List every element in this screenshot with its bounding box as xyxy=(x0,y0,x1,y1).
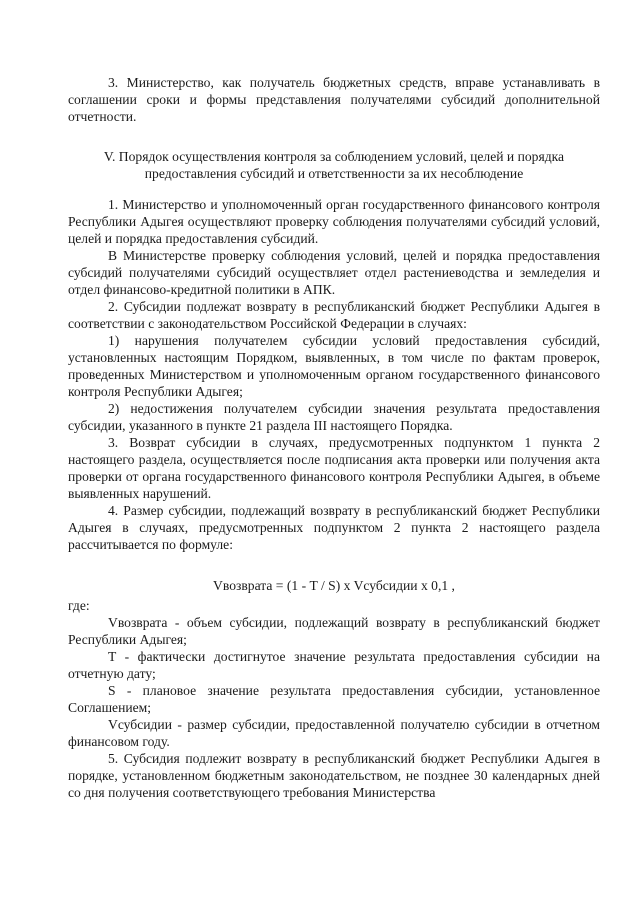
where-label: где: xyxy=(68,598,90,613)
where-block xyxy=(68,597,600,614)
section-v-body xyxy=(68,196,600,553)
paragraph-4: 4. Размер субсидии, подлежащий возврату в республиканский бюджет Республики Адыгея в случаях, предусмотренных подпунктом 2 пункта 2 настоящего раздела рассчитывается по формуле: xyxy=(68,503,600,552)
paragraph-1: 1. Министерство и уполномоченный орган государственного финансового контроля Республики Адыгея осуществляют проверку соблюдения получателями субсидий условий, целей и порядка предоставления субсидий. xyxy=(68,197,600,246)
paragraph-2-item-1: 1) нарушения получателем субсидии условий предоставления субсидий, установленных настоящим Порядком, выявленных, в том числе по фактам проверок, проведенных Министерством и уполномоченным органом государственного финансового контроля Республики Адыгея; xyxy=(68,333,600,399)
section-heading: V. Порядок осуществления контроля за соблюдением условий, целей и порядка предоставления субсидий и ответственности за их несоблюдение xyxy=(103,149,565,181)
formula: Vвозврата = (1 - T / S) x Vсубсидии x 0,1 , xyxy=(213,578,455,593)
paragraph-intro: 3. Министерство, как получатель бюджетных средств, вправе устанавливать в соглашении сроки и формы представления получателями субсидий дополнительной отчетности. xyxy=(68,75,600,124)
formula-block xyxy=(68,577,600,594)
intro-section xyxy=(68,74,600,125)
definition-v-subsidii: Vсубсидии - размер субсидии, предоставленной получателю субсидии в отчетном финансовом году. xyxy=(68,717,600,749)
paragraph-1b: В Министерстве проверку соблюдения условий, целей и порядка предоставления субсидий получателями субсидий осуществляет отдел растениеводства и земледелия и отдел финансово-кредитной политики в АПК. xyxy=(68,248,600,297)
section-v-heading-block xyxy=(68,148,600,182)
paragraph-2-item-2: 2) недостижения получателем субсидии значения результата предоставления субсидии, указанного в пункте 21 раздела III настоящего Порядка. xyxy=(68,401,600,433)
definition-v-vozvrata: Vвозврата - объем субсидии, подлежащий возврату в республиканский бюджет Республики Адыгея; xyxy=(68,615,600,647)
paragraph-5: 5. Субсидия подлежит возврату в республиканский бюджет Республики Адыгея в порядке, установленном бюджетным законодательством, не позднее 30 календарных дней со дня получения соответствующего требования Министерства xyxy=(68,751,600,800)
definitions-and-p5 xyxy=(68,614,600,801)
paragraph-2: 2. Субсидии подлежат возврату в республиканский бюджет Республики Адыгея в соответствии с законодательством Российской Федерации в случаях: xyxy=(68,299,600,331)
paragraph-3: 3. Возврат субсидии в случаях, предусмотренных подпунктом 1 пункта 2 настоящего раздела, осуществляется после подписания акта проверки или получения акта проверки от органа государственного финансового контроля Республики Адыгея, в объеме выявленных нарушений. xyxy=(68,435,600,501)
definition-t: T - фактически достигнутое значение результата предоставления субсидии на отчетную дату; xyxy=(68,649,600,681)
definition-s: S - плановое значение результата предоставления субсидии, установленное Соглашением; xyxy=(68,683,600,715)
